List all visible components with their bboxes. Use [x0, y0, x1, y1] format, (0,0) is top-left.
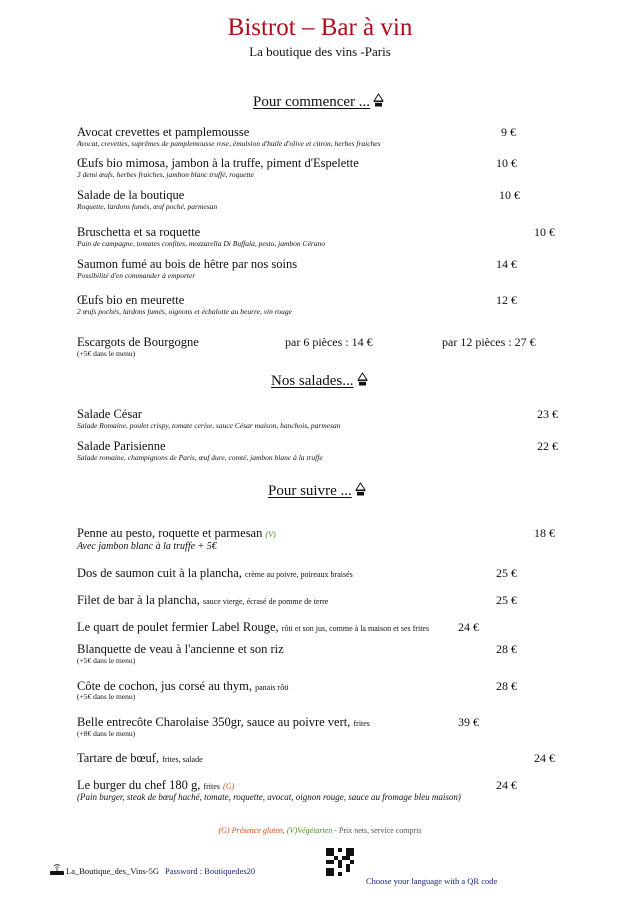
item-extra: panais rôti [255, 683, 289, 692]
wifi-info [66, 866, 255, 876]
item-name [77, 593, 328, 608]
item-name-text: Penne au pesto, roquette et parmesan [77, 526, 263, 540]
item-desc: (+5€ dans le menu) [77, 692, 136, 701]
item-name: Œufs bio en meurette [77, 293, 185, 307]
item-desc: Salade Romaine, poulet crispy, tomate cerise, sauce César maison, hanchois, parmesan [77, 421, 341, 430]
item-price: 28 € [496, 679, 517, 693]
qr-code[interactable] [326, 848, 354, 876]
item-desc: (Pain burger, steak de bœuf haché, tomate, roquette, avocat, oignon rouge, sauce au fromage bleu maison) [77, 792, 461, 802]
item-price: 25 € [496, 593, 517, 607]
item-name: Escargots de Bourgogne [77, 335, 199, 349]
item-price: 24 € [458, 620, 479, 634]
item-price: 12 € [496, 293, 517, 307]
item-price-12: par 12 pièces : 27 € [442, 335, 536, 349]
item-name: Salade Parisienne [77, 439, 166, 453]
gluten-tag: (G) [223, 782, 235, 791]
item-price: 22 € [537, 439, 558, 453]
item-name: Blanquette de veau à l'ancienne et son riz [77, 642, 284, 656]
item-price: 9 € [501, 125, 516, 139]
wifi-name: La_Boutique_des_Vins-5G [66, 866, 159, 876]
item-price: 10 € [499, 188, 520, 202]
item-name [77, 778, 234, 793]
section-title-mains [268, 482, 367, 500]
item-price: 18 € [534, 526, 555, 540]
item-desc: (+5€ dans le menu) [77, 349, 136, 358]
section-title-salads [271, 372, 369, 390]
item-desc: Pain de campagne, tomates confites, mozzarella Di Buffala, pesto, jambon Cérano [77, 239, 326, 248]
item-name: Avocat crevettes et pamplemousse [77, 125, 250, 139]
chef-hat-icon [354, 482, 367, 496]
item-name [77, 751, 203, 766]
item-desc: (+5€ dans le menu) [77, 656, 136, 665]
item-price: 24 € [534, 751, 555, 765]
item-name: Salade de la boutique [77, 188, 185, 202]
item-desc: Possibilité d'en commander à emporter [77, 271, 196, 280]
item-desc: Avec jambon blanc à la truffe + 5€ [77, 541, 217, 552]
item-desc: 2 œufs pochés, lardons fumés, oignons et échalotte au beurre, vin rouge [77, 307, 292, 316]
section-title-text: Nos salades... [271, 373, 354, 389]
item-desc: 3 demi œufs, herbes fraiches, jambon blanc truffé, roquette [77, 170, 254, 179]
item-price: 10 € [496, 156, 517, 170]
vegetarian-tag: (V) [265, 530, 276, 539]
item-name-text: Tartare de bœuf, [77, 751, 160, 765]
item-desc: Roquette, lardons fumés, œuf poché, parmesan [77, 202, 218, 211]
item-name [77, 715, 370, 730]
item-desc: Salade romaine, champignons de Paris, œuf dure, comté, jambon blanc à la truffe [77, 453, 323, 462]
item-extra: frites [203, 782, 220, 791]
item-name-text: Belle entrecôte Charolaise 350gr, sauce au poivre vert, [77, 715, 351, 729]
item-extra: frites [353, 719, 370, 728]
section-title-text: Pour commencer ... [253, 94, 371, 110]
item-name-text: Filet de bar à la plancha, [77, 593, 200, 607]
legend-gluten: (G) Présence gluten [218, 826, 283, 835]
item-name-text: Le burger du chef 180 g, [77, 778, 201, 792]
item-name [77, 566, 353, 581]
item-name-text: Dos de saumon cuit à la plancha, [77, 566, 242, 580]
item-price-6: par 6 pièces : 14 € [285, 335, 373, 349]
section-title-text: Pour suivre ... [268, 483, 352, 499]
item-desc: Avocat, crevettes, suprêmes de pamplemousse rose, émulsion d'huile d'olive et citron, herbes fraiches [77, 139, 381, 148]
legend-prices-note: - Prix nets, service compris [332, 826, 422, 835]
item-extra: crème au poivre, poireaux braisés [245, 570, 353, 579]
wifi-router-icon [50, 862, 64, 876]
item-extra: rôti et son jus, comme à la maison et ses frites [281, 624, 430, 633]
item-name: Œufs bio mimosa, jambon à la truffe, piment d'Espelette [77, 156, 359, 170]
item-name: Salade César [77, 407, 142, 421]
item-price: 10 € [534, 225, 555, 239]
item-name [77, 526, 276, 541]
chef-hat-icon [372, 93, 385, 107]
restaurant-subtitle: La boutique des vins -Paris [249, 44, 391, 59]
item-price: 28 € [496, 642, 517, 656]
legend-vegetarian: (V)Végétarien [284, 826, 333, 835]
item-name [77, 620, 429, 635]
item-name: Bruschetta et sa roquette [77, 225, 201, 239]
item-price: 39 € [458, 715, 479, 729]
item-name-text: Le quart de poulet fermier Label Rouge, [77, 620, 279, 634]
item-extra: frites, salade [162, 755, 203, 764]
item-price: 25 € [496, 566, 517, 580]
legend-separator: , [282, 826, 285, 835]
allergen-legend [0, 826, 640, 835]
item-price: 14 € [496, 257, 517, 271]
qr-language-text: Choose your language with a QR code [366, 876, 498, 886]
item-desc: (+8€ dans le menu) [77, 729, 136, 738]
restaurant-title: Bistrot – Bar à vin [227, 14, 413, 41]
wifi-password: Password : Boutiquedes20 [164, 866, 256, 876]
chef-hat-icon [356, 372, 369, 386]
item-name: Saumon fumé au bois de hêtre par nos soins [77, 257, 298, 271]
item-extra: sauce vierge, écrasé de pomme de terre [203, 597, 329, 606]
item-price: 24 € [496, 778, 517, 792]
item-name-text: Côte de cochon, jus corsé au thym, [77, 679, 252, 693]
section-title-starters [253, 93, 385, 111]
item-price: 23 € [537, 407, 558, 421]
